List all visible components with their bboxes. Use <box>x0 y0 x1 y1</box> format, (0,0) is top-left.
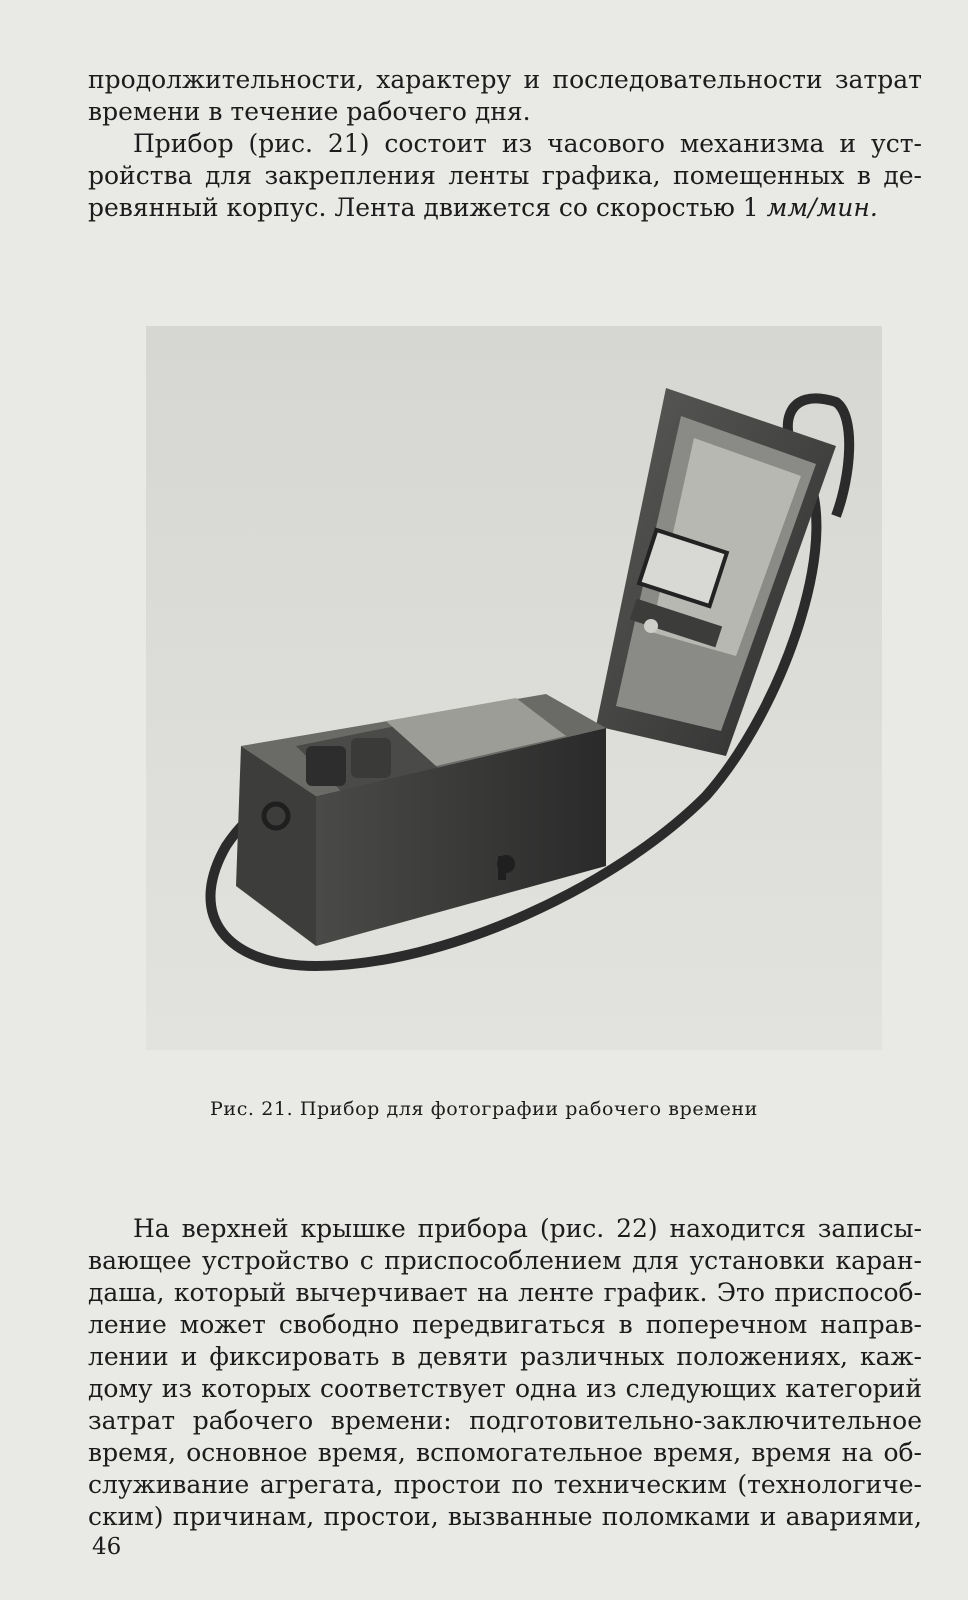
text-line: Прибор (рис. 21) состоит из часового механизма и уст- <box>133 129 922 158</box>
figure-device-photo <box>146 326 882 1050</box>
text-line: затрат рабочего времени: подготовительно-заключительное <box>88 1406 922 1435</box>
speed-unit: мм/мин. <box>766 193 878 222</box>
text-line: даша, который вычерчивает на ленте график. Это приспособ- <box>88 1278 922 1307</box>
text-line: ройства для закрепления ленты графика, помещенных в де- <box>88 161 922 190</box>
text-line: ским) причинам, простои, вызванные поломками и авариями, <box>88 1502 922 1531</box>
text-line: лении и фиксировать в девяти различных положениях, каж- <box>88 1342 922 1371</box>
text-line: продолжительности, характеру и последовательности затрат <box>88 65 922 94</box>
text-line: время, основное время, вспомогательное время, время на об- <box>88 1438 922 1467</box>
figure-caption: Рис. 21. Прибор для фотографии рабочего времени <box>210 1098 758 1120</box>
paragraph-intro-continuation <box>88 64 922 128</box>
text-line: На верхней крышке прибора (рис. 22) находится записы- <box>133 1214 922 1243</box>
text-line: времени в течение рабочего дня. <box>88 97 531 126</box>
text-line-content: ревянный корпус. Лента движется со скоростью 1 <box>88 193 767 222</box>
text-line <box>88 192 922 224</box>
text-line: дому из которых соответствует одна из следующих категорий <box>88 1374 922 1403</box>
paragraph-recording-device <box>88 1213 922 1533</box>
text-line: служивание агрегата, простои по техническим (технологиче- <box>88 1470 922 1499</box>
text-line: вающее устройство с приспособлением для установки каран- <box>88 1246 922 1275</box>
text-line: ление может свободно передвигаться в поперечном направ- <box>88 1310 922 1339</box>
page-number: 46 <box>92 1534 122 1560</box>
paragraph-device-description <box>88 128 922 224</box>
device-illustration <box>146 326 882 1050</box>
